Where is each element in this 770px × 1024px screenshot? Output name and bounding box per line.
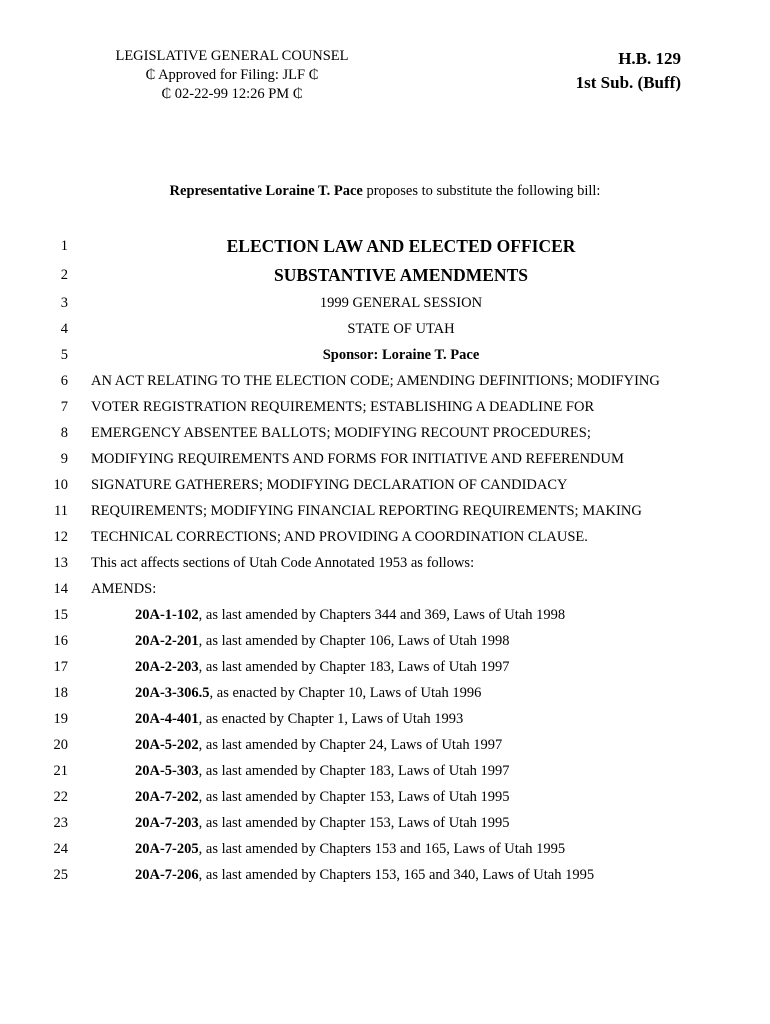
line-number: 24 xyxy=(53,841,68,857)
section-citation: 20A-7-203 xyxy=(135,815,199,831)
line-18 xyxy=(0,680,770,706)
line-number: 15 xyxy=(53,607,68,623)
section-history: , as enacted by Chapter 10, Laws of Utah 1996 xyxy=(209,685,482,701)
intro-sponsor: Representative Loraine T. Pace xyxy=(169,183,363,199)
line-25 xyxy=(0,862,770,888)
section-history: , as last amended by Chapters 344 and 369, Laws of Utah 1998 xyxy=(198,607,566,623)
amended-section xyxy=(135,628,510,654)
line-7 xyxy=(0,394,770,420)
line-6 xyxy=(0,368,770,394)
line-15 xyxy=(0,602,770,628)
line-17 xyxy=(0,654,770,680)
line-16 xyxy=(0,628,770,654)
section-citation: 20A-2-203 xyxy=(135,659,199,675)
amended-section xyxy=(135,706,463,732)
line-19 xyxy=(0,706,770,732)
amended-section xyxy=(135,810,510,836)
line-number: 25 xyxy=(53,867,68,883)
amended-section xyxy=(135,758,510,784)
line-number: 8 xyxy=(60,425,68,441)
line-number: 18 xyxy=(53,685,68,701)
line-number: 2 xyxy=(60,267,68,283)
line-14 xyxy=(0,576,770,602)
line-20 xyxy=(0,732,770,758)
section-citation: 20A-7-202 xyxy=(135,789,199,805)
line-number: 17 xyxy=(53,659,68,675)
amended-section xyxy=(135,784,510,810)
line-10 xyxy=(0,472,770,498)
section-citation: 20A-2-201 xyxy=(135,633,199,649)
bill-number: H.B. 129 xyxy=(618,49,681,68)
section-citation: 20A-5-202 xyxy=(135,737,199,753)
line-number: 9 xyxy=(60,451,68,467)
counsel-label: LEGISLATIVE GENERAL COUNSEL xyxy=(115,48,349,64)
section-citation: 20A-1-102 xyxy=(135,607,199,623)
header-bill-block xyxy=(576,47,681,95)
section-history: , as last amended by Chapter 183, Laws of Utah 1997 xyxy=(198,763,510,779)
line-number: 20 xyxy=(53,737,68,753)
line-13 xyxy=(0,550,770,576)
sponsor-label: Sponsor: Loraine T. Pace xyxy=(322,347,480,363)
amended-section xyxy=(135,602,565,628)
substitute-intro xyxy=(0,183,770,200)
approval-line: ₵ Approved for Filing: JLF ₵ xyxy=(145,67,319,83)
section-history: , as enacted by Chapter 1, Laws of Utah 1993 xyxy=(198,711,464,727)
line-24 xyxy=(0,836,770,862)
section-citation: 20A-5-303 xyxy=(135,763,199,779)
line-11 xyxy=(0,498,770,524)
line-text: SIGNATURE GATHERERS; MODIFYING DECLARATION OF CANDIDACY xyxy=(91,477,568,493)
line-text: AN ACT RELATING TO THE ELECTION CODE; AMENDING DEFINITIONS; MODIFYING xyxy=(91,373,660,389)
section-history: , as last amended by Chapter 24, Laws of Utah 1997 xyxy=(198,737,503,753)
amends-heading: AMENDS: xyxy=(91,581,157,597)
bill-title-line-1: ELECTION LAW AND ELECTED OFFICER xyxy=(226,236,576,256)
numbered-lines xyxy=(0,233,770,888)
line-1 xyxy=(0,233,770,260)
line-23 xyxy=(0,810,770,836)
section-citation: 20A-3-306.5 xyxy=(135,685,210,701)
line-5 xyxy=(0,342,770,368)
line-number: 5 xyxy=(60,347,68,363)
line-number: 22 xyxy=(53,789,68,805)
line-22 xyxy=(0,784,770,810)
line-number: 23 xyxy=(53,815,68,831)
timestamp-line: ₵ 02-22-99 12:26 PM ₵ xyxy=(161,86,303,102)
state-label: STATE OF UTAH xyxy=(347,321,455,337)
line-9 xyxy=(0,446,770,472)
section-citation: 20A-7-205 xyxy=(135,841,199,857)
amended-section xyxy=(135,862,594,888)
section-history: , as last amended by Chapter 183, Laws of Utah 1997 xyxy=(198,659,510,675)
section-citation: 20A-4-401 xyxy=(135,711,199,727)
line-number: 14 xyxy=(53,581,68,597)
amended-section xyxy=(135,680,481,706)
header-counsel-block xyxy=(82,47,382,104)
section-history: , as last amended by Chapters 153 and 165, Laws of Utah 1995 xyxy=(198,841,566,857)
session-label: 1999 GENERAL SESSION xyxy=(319,295,483,311)
section-history: , as last amended by Chapter 106, Laws of Utah 1998 xyxy=(198,633,510,649)
line-number: 3 xyxy=(60,295,68,311)
amended-section xyxy=(135,836,565,862)
line-number: 12 xyxy=(53,529,68,545)
line-21 xyxy=(0,758,770,784)
line-number: 10 xyxy=(53,477,68,493)
section-history: , as last amended by Chapter 153, Laws of Utah 1995 xyxy=(198,815,510,831)
line-text: This act affects sections of Utah Code Annotated 1953 as follows: xyxy=(91,555,475,571)
line-number: 7 xyxy=(60,399,68,415)
line-number: 21 xyxy=(53,763,68,779)
amended-section xyxy=(135,654,510,680)
line-2 xyxy=(0,260,770,290)
bill-title-line-2: SUBSTANTIVE AMENDMENTS xyxy=(274,265,528,285)
line-8 xyxy=(0,420,770,446)
line-number: 1 xyxy=(60,238,68,254)
line-number: 11 xyxy=(54,503,68,519)
intro-text: proposes to substitute the following bill: xyxy=(362,183,601,199)
line-text: REQUIREMENTS; MODIFYING FINANCIAL REPORTING REQUIREMENTS; MAKING xyxy=(91,503,642,519)
section-history: , as last amended by Chapters 153, 165 and 340, Laws of Utah 1995 xyxy=(198,867,595,883)
line-number: 6 xyxy=(60,373,68,389)
substitute-label: 1st Sub. (Buff) xyxy=(575,73,681,92)
line-text: MODIFYING REQUIREMENTS AND FORMS FOR INITIATIVE AND REFERENDUM xyxy=(91,451,624,467)
line-12 xyxy=(0,524,770,550)
section-citation: 20A-7-206 xyxy=(135,867,199,883)
line-text: VOTER REGISTRATION REQUIREMENTS; ESTABLISHING A DEADLINE FOR xyxy=(91,399,595,415)
line-3 xyxy=(0,290,770,316)
line-text: TECHNICAL CORRECTIONS; AND PROVIDING A COORDINATION CLAUSE. xyxy=(91,529,588,545)
amended-section xyxy=(135,732,502,758)
line-4 xyxy=(0,316,770,342)
line-number: 16 xyxy=(53,633,68,649)
line-number: 19 xyxy=(53,711,68,727)
line-text: EMERGENCY ABSENTEE BALLOTS; MODIFYING RECOUNT PROCEDURES; xyxy=(91,425,591,441)
line-number: 13 xyxy=(53,555,68,571)
section-history: , as last amended by Chapter 153, Laws of Utah 1995 xyxy=(198,789,510,805)
line-number: 4 xyxy=(60,321,68,337)
